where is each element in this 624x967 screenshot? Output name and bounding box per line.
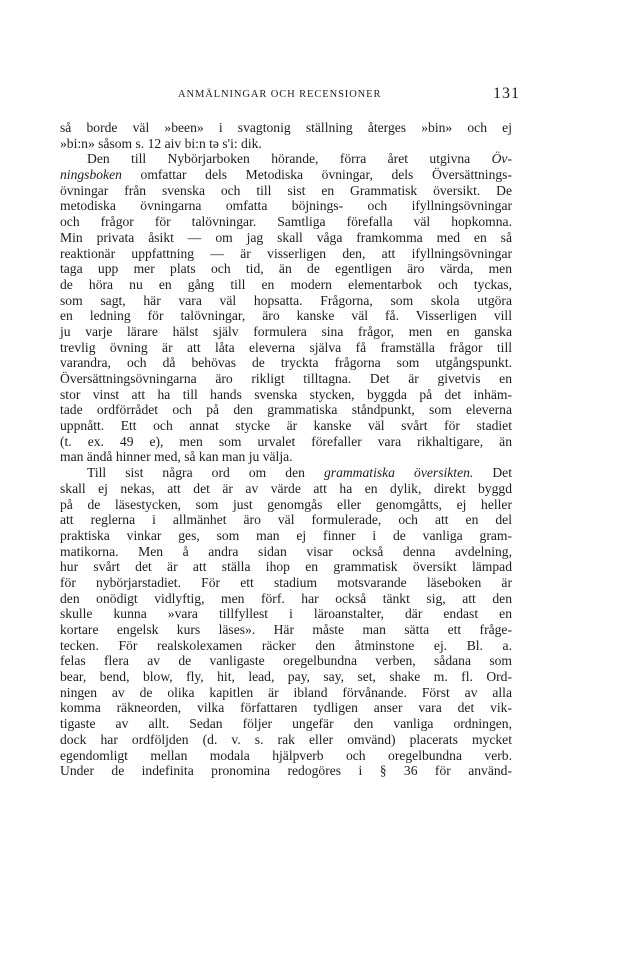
text-line: matikorna. Men å andra sidan visar också denna avdelning, xyxy=(60,543,512,559)
text-line: egendomligt mellan modala hjälpverb och oregelbundna verb. xyxy=(60,747,512,763)
page-number: 131 xyxy=(493,85,520,102)
text-line xyxy=(60,151,512,167)
text-line: (t. ex. 49 e), men som urvalet förefaller vara rikhaltigare, än xyxy=(60,433,512,449)
text-line: felas flera av de vanligaste oregelbundna verben, sådana som xyxy=(60,653,512,669)
text-line: som sagt, här vara väl hopsatta. Frågorna, som skola utgöra xyxy=(60,292,512,308)
text-line: på de läsestycken, som just genomgås eller genomgåtts, ej heller xyxy=(60,496,512,512)
text-line: metodiska övningarna omfatta böjnings- och ifyllningsövningar xyxy=(60,198,512,214)
text-line xyxy=(60,167,512,183)
text-line: taga upp mer plats och tid, än de egentligen äro värda, men xyxy=(60,261,512,277)
text-line: hur svårt det är att ställa ihop en grammatisk översikt lämpad xyxy=(60,559,512,575)
text-line: övningar från svenska och till sist en Grammatisk översikt. De xyxy=(60,182,512,198)
text-line: trevlig övning är att låta eleverna själva få framställa frågor till xyxy=(60,339,512,355)
italic-segment: ningsboken xyxy=(60,167,122,183)
text-line: ningen av de olika kapitlen är ibland förvånande. Först av alla xyxy=(60,684,512,700)
text-line: ju varje lärare hälst själv formulera sina frågor, men en ganska xyxy=(60,323,512,339)
text-segment: Den till Nybörjarboken hörande, förra året utgivna xyxy=(87,151,492,167)
text-line: de höra nu en gång till en modern elementarbok och tyckas, xyxy=(60,276,512,292)
text-line: den onödigt vidlyftig, men förf. har också tänkt sig, att den xyxy=(60,590,512,606)
text-segment: omfattar dels Metodiska övningar, dels Översättnings- xyxy=(121,167,512,183)
text-line: tade ordförrådet och på den grammatiska ståndpunkt, som eleverna xyxy=(60,402,512,418)
body-text xyxy=(60,120,512,779)
text-line: »bi:n» såsom s. 12 aiv bi:n tə s'i: dik. xyxy=(60,135,262,151)
text-line: så borde väl »been» i svagtonig ställning återges »bin» och ej xyxy=(60,120,512,135)
text-line: uppnått. Ett och annat stycke är kanske väl svårt för stadiet xyxy=(60,418,512,434)
text-line: skall ej nekas, att det är av värde att ha en dylik, direkt byggd xyxy=(60,480,512,496)
text-line xyxy=(60,465,512,481)
text-line: en ledning för talövningar, äro kanske väl få. Visserligen vill xyxy=(60,308,512,324)
text-line: Under de indefinita pronomina redogöres i § 36 för använd- xyxy=(60,763,512,779)
text-line: man ändå hinner med, så kan man ju välja. xyxy=(60,449,293,465)
text-line: tecken. För realskolexamen räcker den åtminstone ej. Bl. a. xyxy=(60,637,512,653)
text-line: att reglerna i allmänhet äro väl formulerade, och att en del xyxy=(60,512,512,528)
text-line: skulle kunna »vara tillfyllest i läroanstalter, där endast en xyxy=(60,606,512,622)
text-line: bear, bend, blow, fly, hit, lead, pay, say, set, shake m. fl. Ord- xyxy=(60,669,512,685)
text-segment: Det xyxy=(473,465,512,481)
italic-segment: grammatiska översikten. xyxy=(323,465,474,481)
text-line: varandra, och då behövas de tryckta frågorna som utgångspunkt. xyxy=(60,355,512,371)
text-line: dock har ordföljden (d. v. s. rak eller omvänd) placerats mycket xyxy=(60,731,512,747)
running-head: ANMÄLNINGAR OCH RECENSIONER xyxy=(178,89,382,100)
text-line: för nybörjarstadiet. För ett stadium motsvarande läseboken är xyxy=(60,574,512,590)
text-line: Min privata åsikt — om jag skall våga framkomma med en så xyxy=(60,229,512,245)
text-line: kortare engelsk kurs läses». Här måste man sätta ett fråge- xyxy=(60,622,512,637)
page-header xyxy=(60,85,520,107)
text-line: stor vinst att ha till hands svenska stycken, byggda på det inhäm- xyxy=(60,386,512,402)
text-line: tigaste av allt. Sedan följer ungefär den vanliga ordningen, xyxy=(60,716,512,732)
text-segment: Till sist några ord om den xyxy=(87,465,324,481)
italic-segment: Öv- xyxy=(491,151,512,167)
text-line: och frågor för talövningar. Samtliga förefalla väl hopkomna. xyxy=(60,214,512,230)
text-line: praktiska vinkar ges, som man ej finner i de vanliga gram- xyxy=(60,527,512,543)
text-line: komma räkneorden, vilka författaren tydligen anser vara det vik- xyxy=(60,700,512,716)
text-line: reaktionär uppfattning — är visserligen den, att ifyllningsövningar xyxy=(60,245,512,261)
text-line: Översättningsövningarna äro rikligt tilltagna. Det är givetvis en xyxy=(60,371,512,386)
